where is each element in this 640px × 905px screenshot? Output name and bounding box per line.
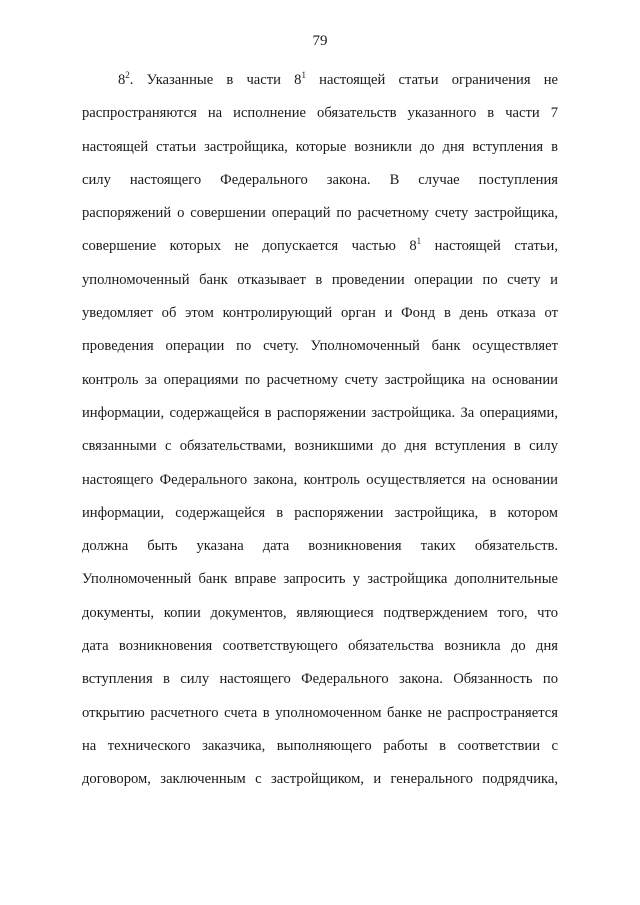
text-line — [82, 530, 558, 563]
text-run: вступления в силу настоящего Федерального закона. Обязанность по — [82, 671, 558, 688]
text-run: уполномоченный банк отказывает в проведении операции по счету и — [82, 271, 558, 288]
text-run: распространяются на исполнение обязательств указанного в части 7 — [82, 105, 558, 122]
text-run: уведомляет об этом контролирующий орган и Фонд в день отказа от — [82, 305, 558, 322]
superscript: 1 — [416, 236, 422, 247]
text-run: совершение которых не допускается частью 8 — [82, 238, 417, 255]
text-line — [82, 663, 558, 696]
text-run: настоящего Федерального закона, контроль осуществляется на основании — [82, 471, 558, 488]
text-run: должна быть указана дата возникновения таких обязательств. — [82, 538, 558, 555]
text-run: информации, содержащейся в распоряжении застройщика, в котором — [82, 504, 558, 521]
text-line — [82, 264, 558, 297]
superscript: 1 — [301, 70, 306, 80]
text-line — [82, 330, 558, 363]
text-run: настоящей статьи, — [421, 238, 558, 255]
text-run: договором, заключенным с застройщиком, и генерального подрядчика, — [82, 771, 558, 788]
text-line — [82, 131, 558, 164]
text-run: дата возникновения соответствующего обязательства возникла до дня — [82, 638, 558, 655]
text-line — [82, 397, 558, 430]
text-line — [82, 497, 558, 530]
text-run: документы, копии документов, являющиеся подтверждением того, что — [82, 604, 558, 621]
text-line — [82, 197, 558, 230]
text-line — [82, 64, 558, 97]
document-body — [82, 64, 558, 797]
text-run: силу настоящего Федерального закона. В случае поступления — [82, 171, 558, 188]
text-line — [82, 297, 558, 330]
text-run: открытию расчетного счета в уполномоченном банке не распространяется — [82, 704, 558, 721]
text-line — [82, 597, 558, 630]
page-number: 79 — [312, 33, 328, 49]
text-run: настоящей статьи ограничения не — [305, 72, 559, 88]
text-line — [82, 230, 558, 263]
text-run: Уполномоченный банк вправе запросить у застройщика дополнительные — [82, 571, 558, 588]
text-line — [82, 97, 558, 130]
superscript: 2 — [125, 70, 130, 80]
text-run: информации, содержащейся в распоряжении застройщика. За операциями, — [82, 404, 558, 421]
text-run: проведения операции по счету. Уполномоченный банк осуществляет — [82, 338, 558, 355]
text-run: 8 — [118, 72, 126, 88]
text-line — [82, 164, 558, 197]
text-line — [82, 630, 558, 663]
text-line — [82, 730, 558, 763]
text-line — [82, 464, 558, 497]
text-run: контроль за операциями по расчетному счету застройщика на основании — [82, 371, 558, 388]
text-line — [82, 364, 558, 397]
text-line — [82, 697, 558, 730]
text-run: настоящей статьи застройщика, которые возникли до дня вступления в — [82, 138, 558, 155]
text-run: . Указанные в части 8 — [129, 72, 302, 88]
text-line — [82, 763, 558, 796]
text-run: распоряжений о совершении операций по расчетному счету застройщика, — [82, 205, 558, 222]
text-run: связанными с обязательствами, возникшими до дня вступления в силу — [82, 438, 558, 455]
text-line — [82, 430, 558, 463]
text-run: на технического заказчика, выполняющего работы в соответствии с — [82, 737, 558, 754]
text-line — [82, 563, 558, 596]
